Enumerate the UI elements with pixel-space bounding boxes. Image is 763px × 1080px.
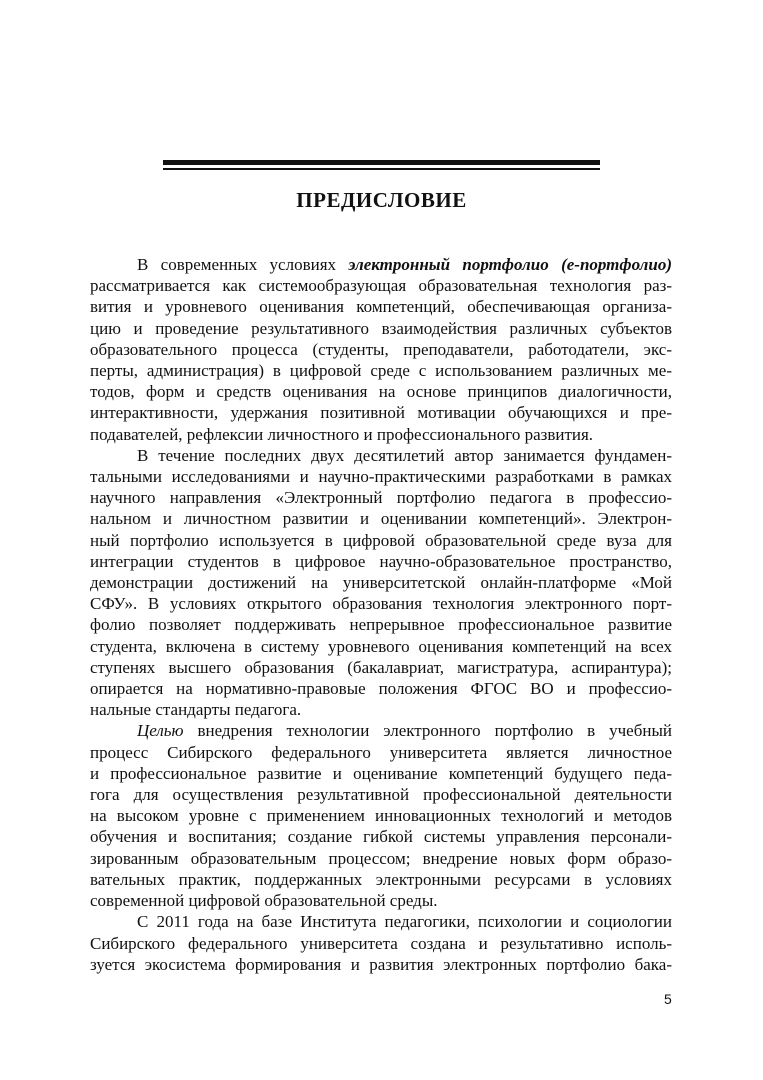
emphasis-term: электронный портфолио (е-портфолио) — [348, 255, 672, 274]
paragraph-line: нальные стандарты педагога. — [90, 700, 302, 720]
paragraph-1 — [90, 254, 672, 445]
paragraph-line: фолио позволяет поддерживать непрерывное профессиональное развитие — [90, 615, 672, 635]
page-title: ПРЕДИСЛОВИЕ — [296, 188, 467, 212]
paragraph-line: гога для осуществления результативной профессиональной деятельности — [90, 785, 672, 805]
header-rule-thick — [163, 160, 600, 165]
paragraph-line: ный портфолио используется в цифровой образовательной среде вуза для — [90, 530, 672, 550]
paragraph-line: научного направления «Электронный портфолио педагога в профессио- — [90, 488, 672, 508]
paragraph-line: вития и уровневого оценивания компетенций, обеспечивающая организа- — [90, 297, 672, 317]
paragraph-line: вательных практик, поддержанных электронными ресурсами в условиях — [90, 869, 672, 889]
paragraph-line: студента, включена в систему уровневого оценивания компетенций на всех — [90, 636, 672, 656]
paragraph-line: В течение последних двух десятилетий автор занимается фундамен- — [137, 445, 672, 465]
paragraph-2 — [90, 445, 672, 721]
paragraph-line: интерактивности, удержания позитивной мотивации обучающихся и пре- — [90, 403, 672, 423]
paragraph-line: зуется экосистема формирования и развития электронных портфолио бака- — [90, 954, 672, 974]
paragraph-line: процесс Сибирского федерального университета является личностное — [90, 742, 672, 762]
paragraph-line: перты, администрация) в цифровой среде с использованием различных ме- — [90, 361, 672, 381]
emphasis-term: Целью — [137, 721, 184, 741]
paragraph-line: образовательного процесса (студенты, преподаватели, работодатели, экс- — [90, 339, 672, 359]
paragraph-line: зированным образовательным процессом; внедрение новых форм образо- — [90, 848, 672, 868]
paragraph-line: нальном и личностном развитии и оценивании компетенций». Электрон- — [90, 509, 672, 529]
paragraph-line: С 2011 года на базе Института педагогики, психологии и социологии — [137, 912, 672, 932]
paragraph-line: ступенях высшего образования (бакалавриат, магистратура, аспирантура); — [90, 657, 672, 677]
paragraph-line: демонстрации достижений на университетской онлайн-платформе «Мой — [90, 573, 672, 593]
paragraph-line: современной цифровой образовательной среды. — [90, 891, 438, 911]
paragraph-line: Сибирского федерального университета создана и результативно исполь- — [90, 933, 672, 953]
paragraph-3 — [90, 720, 672, 911]
paragraph-line: и профессиональное развитие и оценивание компетенций будущего педа- — [90, 763, 672, 783]
paragraph-line: рассматривается как системообразующая образовательная технология раз- — [90, 276, 672, 296]
paragraph-line: опирается на нормативно-правовые положения ФГОС ВО и профессио- — [90, 679, 672, 699]
paragraph-line: тальными исследованиями и научно-практическими разработками в рамках — [90, 467, 672, 487]
paragraph-line: цию и проведение результативного взаимодействия различных субъектов — [90, 318, 672, 338]
paragraph-line: СФУ». В условиях открытого образования технология электронного порт- — [90, 594, 672, 614]
paragraph-line: подавателей, рефлексии личностного и профессионального развития. — [90, 424, 594, 444]
paragraph-line: интеграции студентов в цифровое научно-образовательное пространство, — [90, 551, 672, 571]
header-rule-thin — [163, 168, 600, 170]
paragraph-line: Целью внедрения технологии электронного портфолио в учебный — [137, 721, 672, 741]
body-text — [90, 254, 672, 975]
page-number: 5 — [664, 991, 672, 1007]
paragraph-4 — [90, 911, 672, 975]
paragraph-line: обучения и воспитания; создание гибкой системы управления персонали- — [90, 827, 672, 847]
paragraph-line: тодов, форм и средств оценивания на основе принципов диалогичности, — [90, 382, 672, 402]
paragraph-line: В современных условиях электронный портфолио (е-портфолио) — [137, 255, 672, 274]
paragraph-line: на высоком уровне с применением инновационных технологий и методов — [90, 806, 672, 826]
